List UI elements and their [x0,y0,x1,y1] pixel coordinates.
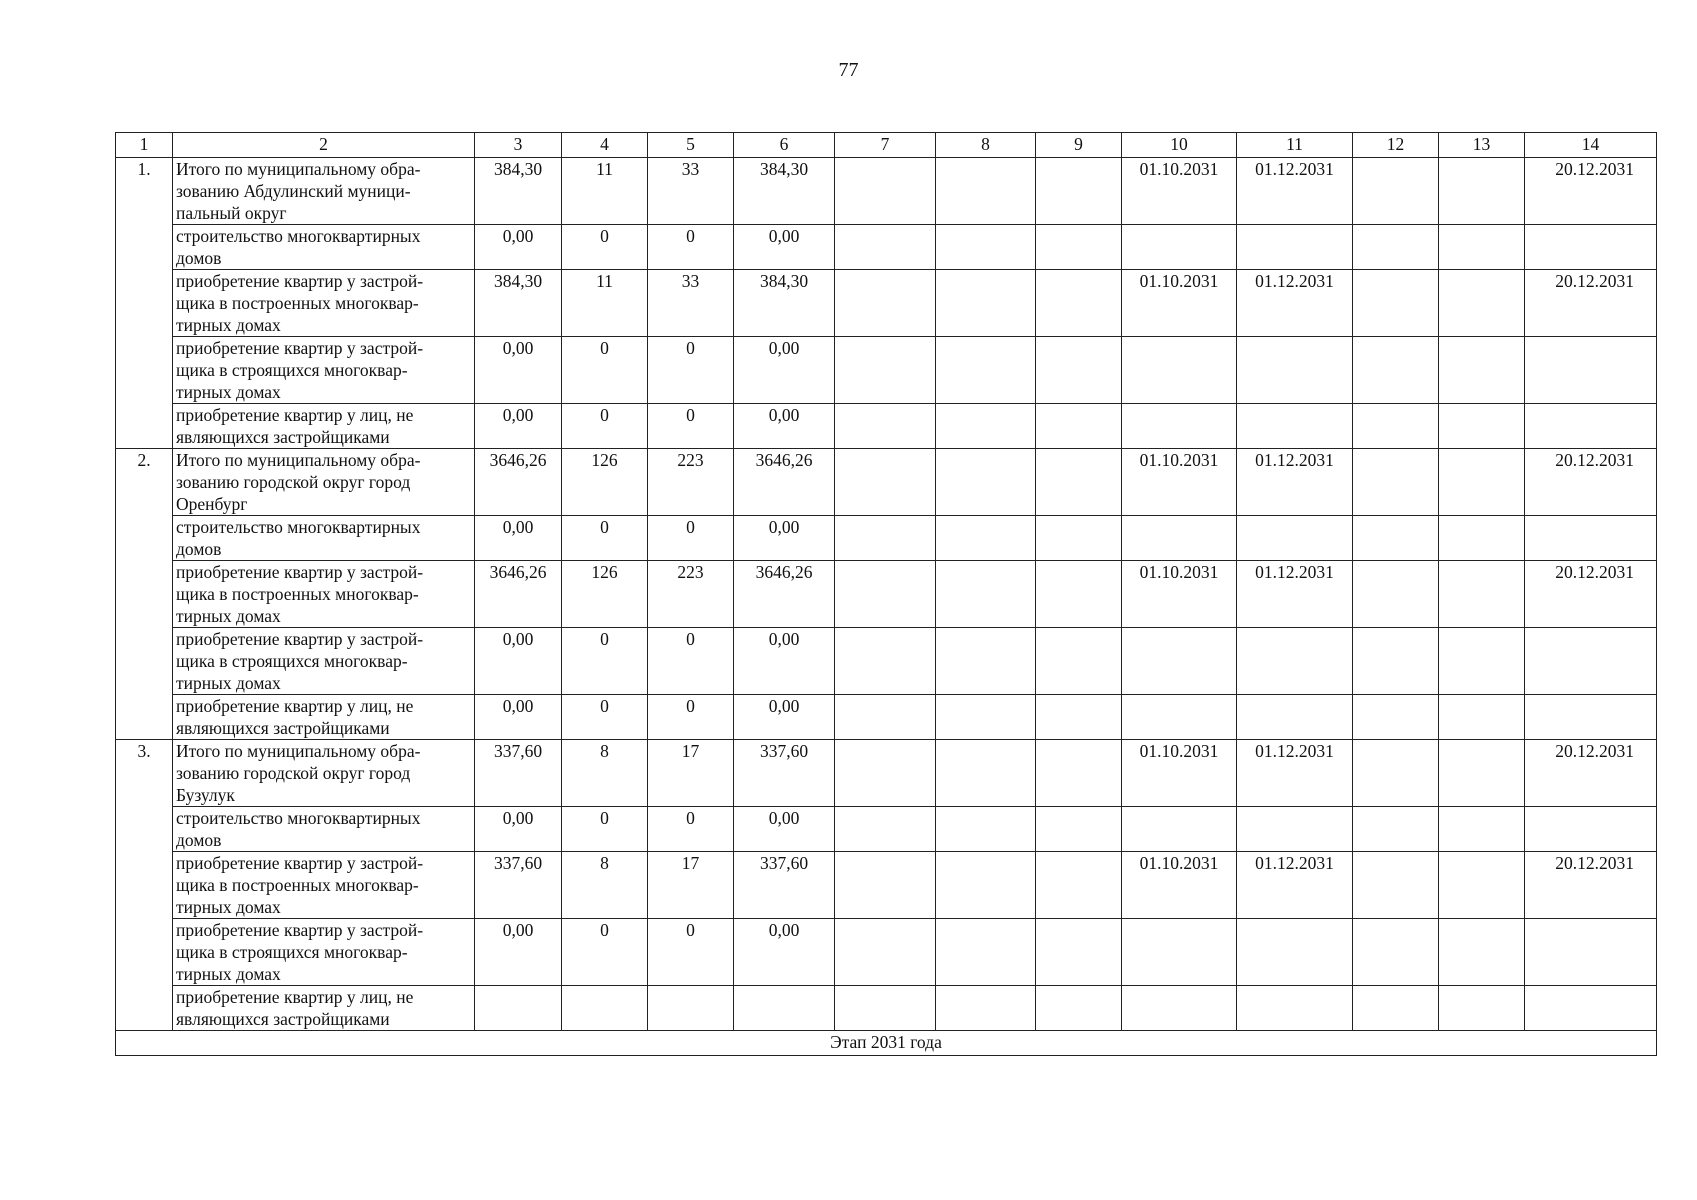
column-header: 10 [1122,133,1237,158]
table-row [116,986,1657,1031]
value-cell [1036,628,1122,695]
start-date: 01.10.2031 [1122,270,1237,337]
value-cell [835,158,936,225]
start-date [1122,225,1237,270]
table-row [116,628,1657,695]
value-cell [1353,449,1439,516]
value-cell: 0,00 [475,628,562,695]
row-label: приобретение квартир у застрой- щика в построенных многоквар- тирных домах [173,852,475,919]
value-cell [1353,852,1439,919]
value-cell: 3646,26 [734,449,835,516]
value-cell: 8 [562,740,648,807]
column-header: 12 [1353,133,1439,158]
row-label: приобретение квартир у застрой- щика в построенных многоквар- тирных домах [173,561,475,628]
completion-date [1525,986,1657,1031]
table-row [116,158,1657,225]
completion-date: 20.12.2031 [1525,852,1657,919]
row-number: 2. [116,449,173,740]
value-cell [936,807,1036,852]
value-cell: 0,00 [734,919,835,986]
start-date [1122,628,1237,695]
value-cell [562,986,648,1031]
value-cell [1353,740,1439,807]
value-cell [1036,516,1122,561]
value-cell [835,404,936,449]
value-cell: 3646,26 [475,561,562,628]
value-cell [1036,807,1122,852]
column-header: 5 [648,133,734,158]
value-cell [936,561,1036,628]
row-label: Итого по муниципальному обра- зованию городской округ город Бузулук [173,740,475,807]
row-label: строительство многоквартирных домов [173,516,475,561]
column-header: 11 [1237,133,1353,158]
value-cell [1439,270,1525,337]
column-header: 13 [1439,133,1525,158]
start-date [1122,807,1237,852]
value-cell: 0,00 [734,516,835,561]
column-header: 7 [835,133,936,158]
end-date [1237,807,1353,852]
completion-date [1525,807,1657,852]
value-cell: 0 [562,337,648,404]
value-cell [936,695,1036,740]
row-label: приобретение квартир у лиц, не являющихся застройщиками [173,695,475,740]
value-cell [835,561,936,628]
value-cell: 0 [648,628,734,695]
value-cell: 0,00 [475,919,562,986]
end-date: 01.12.2031 [1237,270,1353,337]
start-date [1122,516,1237,561]
value-cell [936,225,1036,270]
value-cell [1439,516,1525,561]
completion-date [1525,516,1657,561]
row-label: строительство многоквартирных домов [173,807,475,852]
value-cell [835,225,936,270]
value-cell: 3646,26 [734,561,835,628]
value-cell [936,919,1036,986]
value-cell: 0 [648,337,734,404]
end-date [1237,225,1353,270]
start-date: 01.10.2031 [1122,158,1237,225]
value-cell: 0 [648,807,734,852]
value-cell [1036,852,1122,919]
end-date [1237,337,1353,404]
value-cell [835,628,936,695]
start-date [1122,695,1237,740]
value-cell: 337,60 [475,740,562,807]
value-cell [1439,449,1525,516]
value-cell [1439,695,1525,740]
end-date: 01.12.2031 [1237,158,1353,225]
end-date [1237,986,1353,1031]
value-cell [835,270,936,337]
value-cell [835,337,936,404]
value-cell [1439,740,1525,807]
end-date [1237,919,1353,986]
value-cell: 0 [562,516,648,561]
completion-date: 20.12.2031 [1525,449,1657,516]
value-cell [936,986,1036,1031]
stage-row [116,1031,1657,1056]
value-cell [1036,919,1122,986]
page-number: 77 [838,59,859,81]
value-cell: 0 [562,225,648,270]
value-cell [936,449,1036,516]
value-cell: 337,60 [734,740,835,807]
value-cell [936,516,1036,561]
completion-date: 20.12.2031 [1525,561,1657,628]
stage-label: Этап 2031 года [116,1031,1657,1056]
value-cell: 384,30 [734,270,835,337]
end-date: 01.12.2031 [1237,561,1353,628]
value-cell: 223 [648,561,734,628]
row-label: приобретение квартир у лиц, не являющихся застройщиками [173,404,475,449]
value-cell: 0,00 [475,807,562,852]
value-cell: 33 [648,270,734,337]
value-cell: 0 [648,225,734,270]
completion-date [1525,404,1657,449]
column-header: 8 [936,133,1036,158]
value-cell [835,852,936,919]
completion-date [1525,919,1657,986]
row-number: 3. [116,740,173,1031]
value-cell [1353,561,1439,628]
start-date [1122,986,1237,1031]
value-cell [1353,270,1439,337]
table-row [116,807,1657,852]
column-header: 2 [173,133,475,158]
start-date: 01.10.2031 [1122,449,1237,516]
table-row [116,919,1657,986]
value-cell [835,516,936,561]
value-cell [936,740,1036,807]
value-cell [936,270,1036,337]
value-cell: 0 [562,695,648,740]
table-row [116,740,1657,807]
value-cell [1353,337,1439,404]
end-date: 01.12.2031 [1237,740,1353,807]
resettlement-table [115,132,1657,1056]
column-header: 1 [116,133,173,158]
value-cell: 0 [562,404,648,449]
value-cell: 126 [562,561,648,628]
value-cell [1353,158,1439,225]
table-row [116,516,1657,561]
value-cell: 0 [562,628,648,695]
completion-date [1525,695,1657,740]
start-date [1122,404,1237,449]
value-cell [1353,225,1439,270]
end-date [1237,516,1353,561]
value-cell [936,404,1036,449]
value-cell [1353,919,1439,986]
value-cell: 126 [562,449,648,516]
value-cell: 0,00 [734,337,835,404]
start-date: 01.10.2031 [1122,852,1237,919]
value-cell [648,986,734,1031]
value-cell [1353,695,1439,740]
completion-date: 20.12.2031 [1525,270,1657,337]
value-cell: 0,00 [475,337,562,404]
value-cell: 11 [562,270,648,337]
value-cell [1353,807,1439,852]
value-cell [1439,807,1525,852]
column-header: 9 [1036,133,1122,158]
value-cell: 0 [648,695,734,740]
value-cell: 384,30 [475,158,562,225]
row-label: Итого по муниципальному обра- зованию Абдулинский муници- пальный округ [173,158,475,225]
table-row [116,561,1657,628]
value-cell [1439,986,1525,1031]
value-cell: 0,00 [475,516,562,561]
value-cell [936,337,1036,404]
row-label: строительство многоквартирных домов [173,225,475,270]
value-cell [1036,695,1122,740]
end-date [1237,628,1353,695]
value-cell: 17 [648,740,734,807]
table-row [116,449,1657,516]
start-date [1122,919,1237,986]
value-cell: 0,00 [734,628,835,695]
value-cell: 0 [648,516,734,561]
value-cell [1036,337,1122,404]
value-cell: 0,00 [734,404,835,449]
value-cell: 337,60 [475,852,562,919]
value-cell [1036,449,1122,516]
value-cell: 0 [562,807,648,852]
value-cell: 11 [562,158,648,225]
completion-date: 20.12.2031 [1525,158,1657,225]
value-cell [1353,404,1439,449]
value-cell [1036,225,1122,270]
value-cell [835,740,936,807]
value-cell: 384,30 [475,270,562,337]
value-cell [1439,561,1525,628]
value-cell [1036,986,1122,1031]
row-label: Итого по муниципальному обра- зованию городской округ город Оренбург [173,449,475,516]
value-cell: 8 [562,852,648,919]
end-date [1237,404,1353,449]
start-date: 01.10.2031 [1122,561,1237,628]
completion-date [1525,337,1657,404]
table-row [116,225,1657,270]
value-cell [936,628,1036,695]
completion-date [1525,628,1657,695]
completion-date [1525,225,1657,270]
value-cell [1439,404,1525,449]
value-cell [1036,270,1122,337]
value-cell: 0 [648,919,734,986]
value-cell: 0 [562,919,648,986]
value-cell [1036,561,1122,628]
value-cell: 384,30 [734,158,835,225]
end-date: 01.12.2031 [1237,449,1353,516]
completion-date: 20.12.2031 [1525,740,1657,807]
value-cell [1439,158,1525,225]
value-cell [1439,225,1525,270]
value-cell: 0,00 [475,225,562,270]
value-cell: 0,00 [475,695,562,740]
value-cell [835,986,936,1031]
value-cell: 0,00 [734,225,835,270]
value-cell [1439,919,1525,986]
end-date [1237,695,1353,740]
value-cell: 0,00 [734,807,835,852]
value-cell [475,986,562,1031]
row-label: приобретение квартир у застрой- щика в строящихся многоквар- тирных домах [173,628,475,695]
value-cell [936,852,1036,919]
row-label: приобретение квартир у застрой- щика в строящихся многоквар- тирных домах [173,337,475,404]
value-cell [1353,628,1439,695]
value-cell [835,449,936,516]
start-date: 01.10.2031 [1122,740,1237,807]
value-cell [1353,986,1439,1031]
value-cell [734,986,835,1031]
column-header: 6 [734,133,835,158]
value-cell [1036,404,1122,449]
value-cell [835,919,936,986]
value-cell: 33 [648,158,734,225]
value-cell [835,807,936,852]
value-cell: 337,60 [734,852,835,919]
value-cell [1439,337,1525,404]
row-label: приобретение квартир у лиц, не являющихся застройщиками [173,986,475,1031]
row-number: 1. [116,158,173,449]
value-cell [1036,740,1122,807]
end-date: 01.12.2031 [1237,852,1353,919]
column-number-row [116,133,1657,158]
value-cell [1439,852,1525,919]
value-cell [1353,516,1439,561]
row-label: приобретение квартир у застрой- щика в построенных многоквар- тирных домах [173,270,475,337]
value-cell: 0 [648,404,734,449]
value-cell: 0,00 [734,695,835,740]
table-row [116,695,1657,740]
value-cell [835,695,936,740]
value-cell [936,158,1036,225]
row-label: приобретение квартир у застрой- щика в строящихся многоквар- тирных домах [173,919,475,986]
value-cell [1439,628,1525,695]
start-date [1122,337,1237,404]
table-row [116,404,1657,449]
table-row [116,270,1657,337]
value-cell: 17 [648,852,734,919]
table-row [116,852,1657,919]
value-cell [1036,158,1122,225]
value-cell: 3646,26 [475,449,562,516]
value-cell: 223 [648,449,734,516]
column-header: 3 [475,133,562,158]
column-header: 14 [1525,133,1657,158]
column-header: 4 [562,133,648,158]
table-row [116,337,1657,404]
value-cell: 0,00 [475,404,562,449]
